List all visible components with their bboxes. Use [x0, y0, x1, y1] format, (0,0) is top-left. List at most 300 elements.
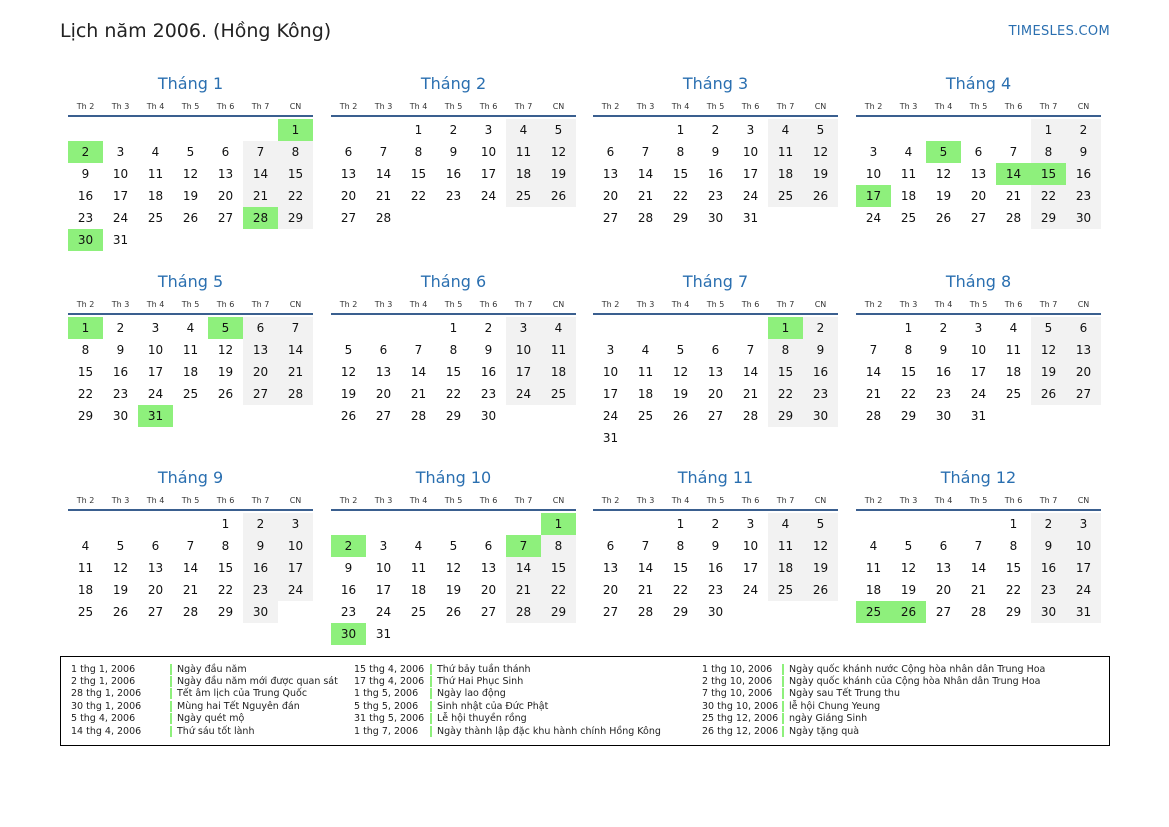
weekday-label: Th 6	[741, 300, 760, 309]
day-cell: 8	[221, 539, 230, 553]
day-cell: 2	[711, 517, 720, 531]
day-cell: 27	[1066, 383, 1101, 405]
weekday-label: CN	[552, 496, 565, 505]
day-cell: 8	[904, 343, 913, 357]
day-cell: 19	[340, 387, 357, 401]
day-cell: 8	[1009, 539, 1018, 553]
day-cell: 28	[410, 409, 427, 423]
empty-cell	[856, 317, 891, 339]
legend-date: 26 thg 12, 2006	[702, 725, 779, 737]
weekday-label: Th 2	[76, 496, 95, 505]
weekday-label: Th 4	[409, 102, 428, 111]
legend-marker	[782, 701, 784, 712]
weekday-label: Th 2	[76, 300, 95, 309]
day-cell: 23	[340, 605, 357, 619]
weekday-label: CN	[552, 300, 565, 309]
weekday-label: Th 2	[601, 102, 620, 111]
legend-holiday-name: Mùng hai Tết Nguyên đán	[177, 700, 300, 712]
day-cell: 7	[641, 145, 650, 159]
holiday-day-cell: 2	[68, 141, 103, 163]
day-cell: 27	[707, 409, 724, 423]
day-cell: 4	[186, 321, 195, 335]
day-cell: 19	[935, 189, 952, 203]
day-cell: 26	[803, 579, 838, 601]
day-cell: 21	[506, 579, 541, 601]
legend-date: 31 thg 5, 2006	[354, 713, 425, 725]
weekday-label: Th 3	[374, 102, 393, 111]
month-3	[593, 74, 838, 229]
weekday-label: Th 4	[146, 102, 165, 111]
weekday-label: Th 6	[1004, 102, 1023, 111]
month-1	[68, 74, 313, 251]
day-cell: 22	[1031, 185, 1066, 207]
day-cell: 6	[606, 539, 615, 553]
legend-marker	[782, 713, 784, 724]
weekday-label: Th 7	[251, 496, 270, 505]
day-cell: 28	[278, 383, 313, 405]
day-cell: 4	[869, 539, 878, 553]
day-cell: 10	[970, 343, 987, 357]
month-name: Tháng 7	[682, 272, 749, 291]
month-2	[331, 74, 576, 229]
day-cell: 3	[506, 317, 541, 339]
day-cell: 31	[375, 627, 392, 641]
weekday-label: Th 4	[409, 496, 428, 505]
day-cell: 13	[243, 339, 278, 361]
day-cell: 6	[151, 539, 160, 553]
day-cell: 23	[803, 383, 838, 405]
legend-marker	[170, 726, 172, 737]
weekday-label: CN	[552, 102, 565, 111]
legend-date: 7 thg 10, 2006	[702, 688, 773, 700]
day-cell: 5	[676, 343, 685, 357]
day-cell: 26	[541, 185, 576, 207]
holiday-day-cell: 7	[506, 535, 541, 557]
day-cell: 3	[1066, 513, 1101, 535]
day-cell: 18	[541, 361, 576, 383]
day-cell: 5	[186, 145, 195, 159]
day-cell: 7	[278, 317, 313, 339]
holiday-legend	[60, 656, 1110, 746]
empty-cell	[331, 119, 366, 141]
day-cell: 11	[900, 167, 917, 181]
legend-date: 1 thg 7, 2006	[354, 725, 419, 737]
empty-cell	[366, 317, 401, 339]
day-cell: 9	[711, 539, 720, 553]
day-cell: 12	[935, 167, 952, 181]
day-cell: 3	[606, 343, 615, 357]
day-cell: 5	[904, 539, 913, 553]
weekday-label: Th 6	[479, 102, 498, 111]
legend-row	[702, 663, 1045, 675]
legend-column-3	[702, 663, 1045, 737]
empty-cell	[961, 513, 996, 535]
weekday-header	[68, 98, 313, 117]
day-cell: 16	[77, 189, 94, 203]
day-cell: 18	[900, 189, 917, 203]
day-cell: 17	[375, 583, 392, 597]
day-cell: 16	[340, 583, 357, 597]
day-cell: 22	[541, 579, 576, 601]
day-cell: 5	[541, 119, 576, 141]
day-cell: 11	[506, 141, 541, 163]
empty-cell	[138, 119, 173, 141]
empty-cell	[926, 119, 961, 141]
empty-cell	[593, 317, 628, 339]
day-cell: 7	[746, 343, 755, 357]
day-cell: 9	[484, 343, 493, 357]
day-cell: 20	[217, 189, 234, 203]
day-cell: 1	[414, 123, 423, 137]
day-cell: 20	[243, 361, 278, 383]
day-cell: 27	[602, 211, 619, 225]
day-cell: 2	[1066, 119, 1101, 141]
day-cell: 10	[375, 561, 392, 575]
empty-cell	[663, 317, 698, 339]
day-cell: 15	[541, 557, 576, 579]
legend-date: 14 thg 4, 2006	[71, 725, 142, 737]
day-cell: 29	[672, 211, 689, 225]
weekday-label: Th 6	[741, 496, 760, 505]
day-cell: 27	[147, 605, 164, 619]
day-cell: 23	[77, 211, 94, 225]
day-cell: 8	[541, 535, 576, 557]
day-cell: 8	[81, 343, 90, 357]
weekday-header	[331, 98, 576, 117]
weekday-label: Th 5	[181, 496, 200, 505]
day-cell: 16	[935, 365, 952, 379]
holiday-day-cell: 26	[891, 601, 926, 623]
day-cell: 3	[974, 321, 983, 335]
day-cell: 29	[445, 409, 462, 423]
day-cell: 7	[186, 539, 195, 553]
day-cell: 27	[217, 211, 234, 225]
day-cell: 13	[340, 167, 357, 181]
weekday-label: Th 7	[514, 300, 533, 309]
empty-cell	[401, 317, 436, 339]
weekday-label: Th 4	[934, 496, 953, 505]
day-cell: 16	[1031, 557, 1066, 579]
day-cell: 6	[711, 343, 720, 357]
day-cell: 12	[340, 365, 357, 379]
day-cell: 28	[742, 409, 759, 423]
day-cell: 15	[672, 561, 689, 575]
month-7	[593, 272, 838, 449]
day-cell: 4	[1009, 321, 1018, 335]
empty-cell	[733, 317, 768, 339]
day-cell: 6	[344, 145, 353, 159]
day-cell: 18	[637, 387, 654, 401]
day-cell: 3	[746, 517, 755, 531]
weekday-label: Th 7	[1039, 102, 1058, 111]
day-cell: 6	[1066, 317, 1101, 339]
day-cell: 5	[803, 513, 838, 535]
legend-holiday-name: Tết âm lịch của Trung Quốc	[177, 688, 308, 700]
day-cell: 20	[970, 189, 987, 203]
day-cell: 4	[541, 317, 576, 339]
empty-cell	[961, 119, 996, 141]
day-cell: 7	[414, 343, 423, 357]
day-cell: 20	[602, 583, 619, 597]
day-cell: 23	[707, 583, 724, 597]
day-cell: 11	[1005, 343, 1022, 357]
day-cell: 22	[900, 387, 917, 401]
day-cell: 21	[375, 189, 392, 203]
day-cell: 26	[935, 211, 952, 225]
day-cell: 8	[676, 539, 685, 553]
day-cell: 16	[803, 361, 838, 383]
day-cell: 24	[375, 605, 392, 619]
days-grid	[331, 315, 576, 427]
day-cell: 2	[449, 123, 458, 137]
day-cell: 19	[803, 557, 838, 579]
day-cell: 17	[278, 557, 313, 579]
day-cell: 24	[278, 579, 313, 601]
legend-date: 2 thg 10, 2006	[702, 676, 773, 688]
day-cell: 3	[116, 145, 125, 159]
day-cell: 12	[182, 167, 199, 181]
day-cell: 16	[707, 561, 724, 575]
day-cell: 31	[1066, 601, 1101, 623]
legend-row	[354, 700, 661, 712]
day-cell: 22	[1005, 583, 1022, 597]
day-cell: 10	[480, 145, 497, 159]
weekday-label: Th 4	[671, 102, 690, 111]
day-cell: 10	[742, 145, 759, 159]
day-cell: 24	[865, 211, 882, 225]
day-cell: 6	[606, 145, 615, 159]
weekday-label: Th 3	[899, 300, 918, 309]
day-cell: 12	[541, 141, 576, 163]
legend-marker	[430, 688, 432, 699]
holiday-day-cell: 17	[856, 185, 891, 207]
legend-marker	[170, 676, 172, 687]
days-grid	[68, 117, 313, 251]
legend-date: 5 thg 5, 2006	[354, 700, 419, 712]
legend-row	[71, 675, 338, 687]
day-cell: 5	[1031, 317, 1066, 339]
weekday-label: Th 5	[444, 496, 463, 505]
day-cell: 30	[707, 605, 724, 619]
day-cell: 6	[243, 317, 278, 339]
day-cell: 30	[935, 409, 952, 423]
day-cell: 31	[112, 233, 129, 247]
day-cell: 11	[410, 561, 427, 575]
day-cell: 22	[672, 583, 689, 597]
day-cell: 10	[147, 343, 164, 357]
day-cell: 11	[77, 561, 94, 575]
day-cell: 14	[375, 167, 392, 181]
day-cell: 14	[637, 167, 654, 181]
empty-cell	[698, 317, 733, 339]
legend-date: 1 thg 5, 2006	[354, 688, 419, 700]
day-cell: 25	[768, 579, 803, 601]
page-title: Lịch năm 2006. (Hồng Kông)	[60, 20, 332, 42]
day-cell: 12	[445, 561, 462, 575]
day-cell: 12	[112, 561, 129, 575]
month-name: Tháng 10	[415, 468, 492, 487]
day-cell: 14	[278, 339, 313, 361]
weekday-label: Th 3	[374, 496, 393, 505]
day-cell: 13	[375, 365, 392, 379]
day-cell: 5	[116, 539, 125, 553]
day-cell: 10	[865, 167, 882, 181]
day-cell: 5	[344, 343, 353, 357]
legend-marker	[782, 688, 784, 699]
empty-cell	[68, 513, 103, 535]
day-cell: 17	[147, 365, 164, 379]
legend-date: 2 thg 1, 2006	[71, 676, 136, 688]
day-cell: 7	[1009, 145, 1018, 159]
legend-holiday-name: Thứ Hai Phục Sinh	[437, 676, 524, 688]
day-cell: 1	[449, 321, 458, 335]
day-cell: 12	[217, 343, 234, 357]
legend-holiday-name: Ngày đầu năm mới được quan sát	[177, 676, 338, 688]
month-name: Tháng 1	[157, 74, 224, 93]
day-cell: 20	[602, 189, 619, 203]
legend-row	[702, 700, 1045, 712]
day-cell: 19	[445, 583, 462, 597]
day-cell: 24	[1066, 579, 1101, 601]
weekday-label: CN	[1077, 102, 1090, 111]
empty-cell	[628, 317, 663, 339]
day-cell: 9	[344, 561, 353, 575]
weekday-header	[856, 296, 1101, 315]
day-cell: 22	[445, 387, 462, 401]
day-cell: 29	[217, 605, 234, 619]
days-grid	[593, 315, 838, 449]
holiday-day-cell: 30	[68, 229, 103, 251]
month-10	[331, 468, 576, 645]
weekday-label: Th 5	[444, 300, 463, 309]
weekday-label: CN	[814, 102, 827, 111]
day-cell: 22	[672, 189, 689, 203]
day-cell: 7	[974, 539, 983, 553]
empty-cell	[891, 513, 926, 535]
day-cell: 12	[900, 561, 917, 575]
day-cell: 22	[77, 387, 94, 401]
site-link[interactable]: TIMESLES.COM	[1008, 24, 1110, 39]
weekday-label: CN	[814, 300, 827, 309]
legend-marker	[430, 726, 432, 737]
day-cell: 20	[480, 583, 497, 597]
empty-cell	[628, 119, 663, 141]
legend-holiday-name: Ngày tặng quà	[789, 725, 860, 737]
day-cell: 29	[1005, 605, 1022, 619]
weekday-label: CN	[289, 300, 302, 309]
days-grid	[593, 511, 838, 623]
days-grid	[331, 511, 576, 645]
day-cell: 13	[970, 167, 987, 181]
empty-cell	[926, 513, 961, 535]
holiday-day-cell: 5	[208, 317, 243, 339]
day-cell: 8	[768, 339, 803, 361]
day-cell: 11	[182, 343, 199, 357]
weekday-label: Th 4	[146, 496, 165, 505]
day-cell: 6	[484, 539, 493, 553]
day-cell: 20	[340, 189, 357, 203]
day-cell: 17	[742, 561, 759, 575]
day-cell: 21	[865, 387, 882, 401]
day-cell: 29	[768, 405, 803, 427]
day-cell: 15	[445, 365, 462, 379]
legend-row	[71, 713, 338, 725]
day-cell: 24	[480, 189, 497, 203]
month-9	[68, 468, 313, 623]
weekday-label: Th 7	[514, 102, 533, 111]
day-cell: 26	[217, 387, 234, 401]
days-grid	[68, 511, 313, 623]
legend-row	[354, 713, 661, 725]
month-name: Tháng 6	[420, 272, 487, 291]
month-name: Tháng 8	[945, 272, 1012, 291]
weekday-label: Th 6	[479, 300, 498, 309]
weekday-label: Th 4	[146, 300, 165, 309]
day-cell: 11	[541, 339, 576, 361]
empty-cell	[68, 119, 103, 141]
holiday-day-cell: 31	[138, 405, 173, 427]
days-grid	[68, 315, 313, 427]
day-cell: 12	[1031, 339, 1066, 361]
day-cell: 15	[77, 365, 94, 379]
day-cell: 28	[637, 211, 654, 225]
day-cell: 3	[151, 321, 160, 335]
legend-holiday-name: Ngày sau Tết Trung thu	[789, 688, 900, 700]
legend-date: 1 thg 1, 2006	[71, 663, 136, 675]
day-cell: 30	[803, 405, 838, 427]
weekday-label: Th 7	[776, 496, 795, 505]
legend-holiday-name: Thứ sáu tốt lành	[177, 725, 255, 737]
empty-cell	[436, 513, 471, 535]
day-cell: 2	[711, 123, 720, 137]
day-cell: 17	[480, 167, 497, 181]
day-cell: 28	[506, 601, 541, 623]
weekday-label: Th 7	[251, 102, 270, 111]
day-cell: 13	[707, 365, 724, 379]
legend-marker	[170, 713, 172, 724]
day-cell: 29	[900, 409, 917, 423]
day-cell: 9	[449, 145, 458, 159]
day-cell: 11	[768, 141, 803, 163]
day-cell: 17	[602, 387, 619, 401]
day-cell: 17	[970, 365, 987, 379]
day-cell: 15	[278, 163, 313, 185]
weekday-label: Th 3	[636, 102, 655, 111]
empty-cell	[173, 119, 208, 141]
day-cell: 17	[1066, 557, 1101, 579]
day-cell: 23	[243, 579, 278, 601]
holiday-day-cell: 28	[243, 207, 278, 229]
holiday-day-cell: 1	[541, 513, 576, 535]
day-cell: 26	[112, 605, 129, 619]
weekday-label: Th 7	[1039, 300, 1058, 309]
day-cell: 15	[1005, 561, 1022, 575]
empty-cell	[996, 119, 1031, 141]
day-cell: 28	[970, 605, 987, 619]
weekday-label: Th 6	[216, 102, 235, 111]
holiday-day-cell: 1	[68, 317, 103, 339]
day-cell: 18	[182, 365, 199, 379]
empty-cell	[628, 513, 663, 535]
weekday-label: Th 6	[216, 496, 235, 505]
day-cell: 15	[768, 361, 803, 383]
month-name: Tháng 4	[945, 74, 1012, 93]
legend-row	[702, 713, 1045, 725]
day-cell: 9	[243, 535, 278, 557]
day-cell: 18	[1005, 365, 1022, 379]
legend-marker	[782, 676, 784, 687]
day-cell: 8	[414, 145, 423, 159]
